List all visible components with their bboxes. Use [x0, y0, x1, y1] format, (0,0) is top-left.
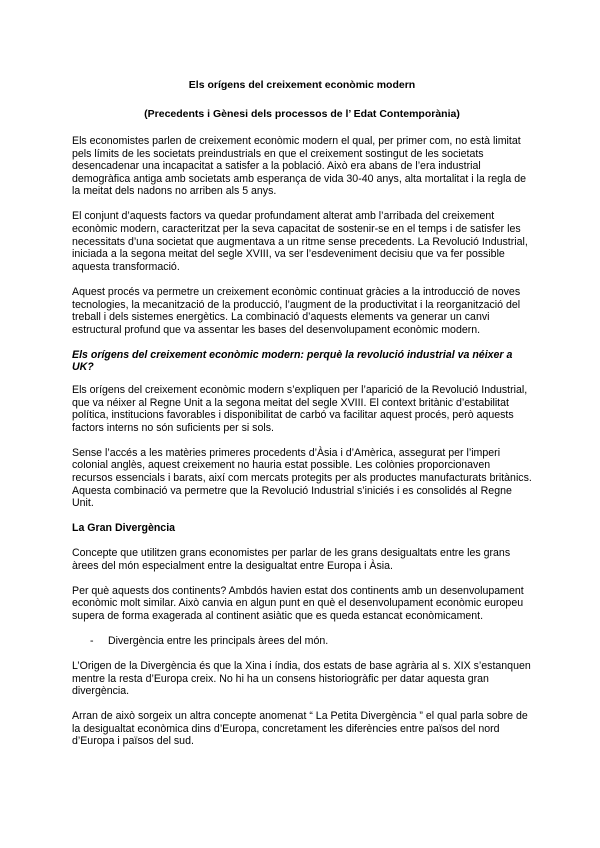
list-item-text: Divergència entre les principals àrees del món.	[108, 634, 329, 647]
paragraph: Els economistes parlen de creixement econòmic modern el qual, per primer com, no està limitat pels límits de les societats preindustrials en que el creixement sostingut de les societats desencadenar una incapacitat a satisfer a la població. Això era abans de l’era industrial demogràfica antiga amb societats amb esperança de vida 30-40 anys, alta mortalitat i la regla de la meitat dels nadons no arriben als 5 anys.	[72, 135, 527, 198]
list-item	[90, 635, 532, 648]
paragraph: Els orígens del creixement econòmic modern s’expliquen per l’aparició de la Revolució Industrial, que va néixer al Regne Unit a la segona meitat del segle XVIII. El context britànic d’estabilitat política, institucions favorables i disponibilitat de carbó va facilitar aquest procés, però aquests factors interns no són suficients per si sols.	[72, 384, 528, 434]
paragraph: Per què aquests dos continents? Ambdós havien estat dos continents amb un desenvolupament econòmic molt similar. Això canvia en algun punt en què el desenvolupament econòmic europeu supera de forma exagerada al continent asiàtic que es queda estancat econòmicament.	[72, 584, 524, 622]
section-heading-great-divergence: La Gran Divergència	[72, 522, 176, 535]
document-page	[72, 78, 532, 761]
paragraph: Arran de això sorgeix un altra concepte anomenat “ La Petita Divergència ” el qual parla sobre de la desigualtat econòmica dins d’Europa, concretament les diferències entre països del nord d’Europa i països del sud.	[72, 710, 528, 748]
paragraph: El conjunt d’aquests factors va quedar profundament alterat amb l’arribada del creixement econòmic modern, caracteritzat per la seva capacitat de sostenir-se en el temps i de satisfer les necessitats d’una societat que augmentava a un ritme sense precedents. La Revolució Industrial, iniciada a la segona meitat del segle XVIII, va ser l’esdeveniment decisiu que va fer possible aquesta transformació.	[72, 210, 528, 273]
document-title: Els orígens del creixement econòmic modern	[188, 79, 416, 91]
document-subtitle: (Precedents i Gènesi dels processos de l’ Edat Contemporània)	[144, 108, 460, 120]
bullet-dash: -	[90, 634, 94, 647]
paragraph: Aquest procés va permetre un creixement econòmic continuat gràcies a la introducció de noves tecnologies, la mecanització de la producció, l’augment de la productivitat i la reorganització del treball i dels sistemes energètics. La combinació d’aquests elements va generar un canvi estructural profund que va assentar les bases del desenvolupament econòmic modern.	[72, 285, 521, 336]
paragraph: Concepte que utilitzen grans economistes per parlar de les grans desigualtats entre les grans àrees del món especialment entre la desigualtat entre Europa i Àsia.	[72, 546, 511, 572]
section-heading-origins: Els orígens del creixement econòmic modern: perquè la revolució industrial va néixer a UK?	[72, 348, 513, 374]
paragraph: L’Origen de la Divergència és que la Xina i índia, dos estats de base agrària al s. XIX s’estanquen mentre la resta d’Europa creix. No hi ha un consens historiogràfic per datar aquesta gran divergència.	[72, 660, 531, 698]
paragraph: Sense l’accés a les matèries primeres procedents d’Àsia i d’Amèrica, assegurat per l’imperi colonial anglès, aquest creixement no hauria estat possible. Les colònies proporcionaven recursos essencials i barats, així com mercats protegits per als productes manufacturats britànics. Aquesta combinació va permetre que la Revolució Industrial s’iniciés i es consolidés al Regne Unit.	[72, 446, 532, 510]
